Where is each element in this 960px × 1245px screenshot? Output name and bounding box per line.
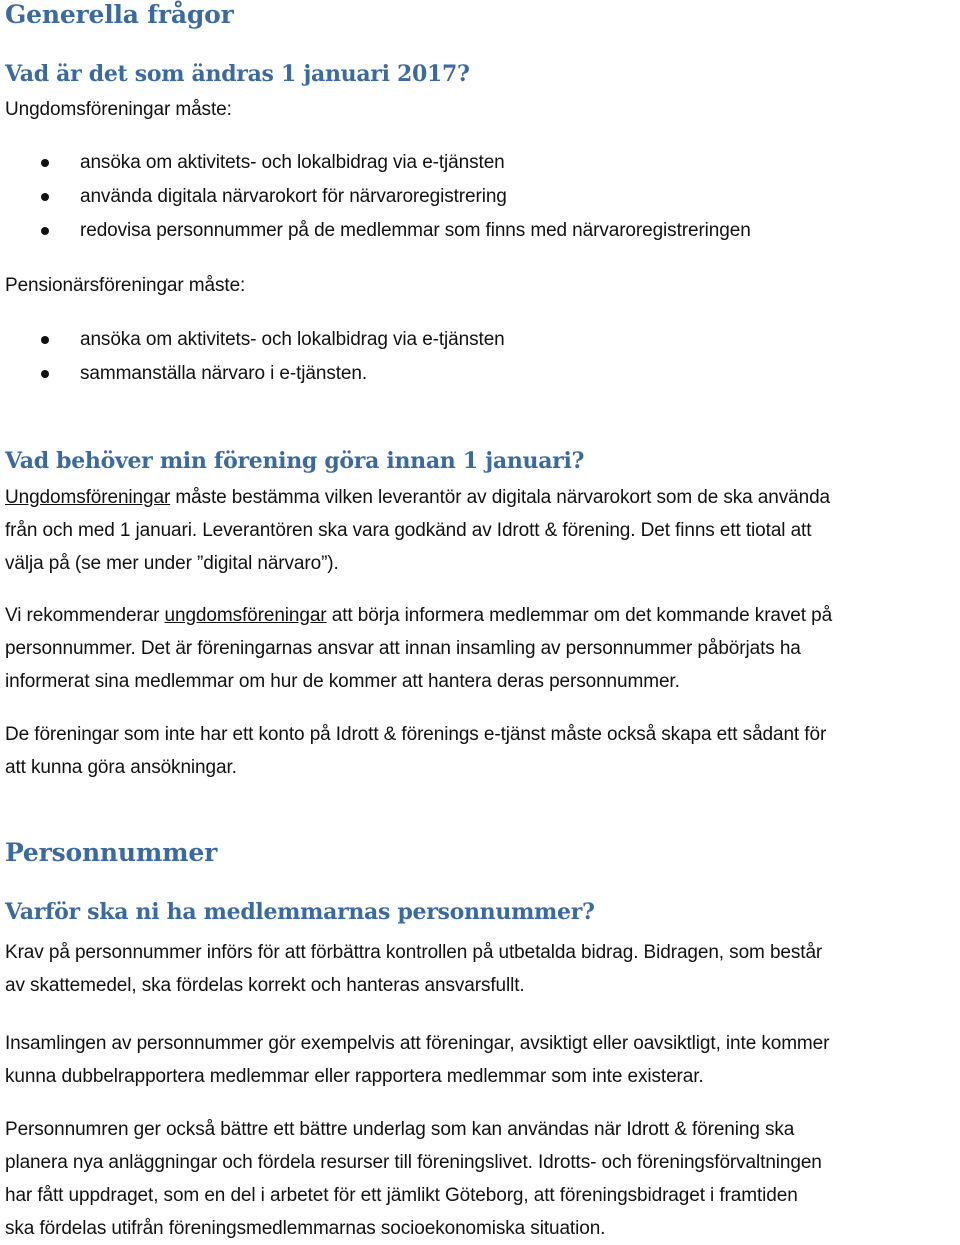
paragraph-text: Vi rekommenderar (5, 605, 165, 626)
paragraph-text: att kunna göra ansökningar. (5, 757, 237, 778)
paragraph-text: har fått uppdraget, som en del i arbetet för ett jämlikt Göteborg, att föreningsbidraget i framtiden (5, 1185, 798, 1206)
list-item (0, 146, 751, 180)
paragraph-text: Personnumren ger också bättre ett bättre underlag som kan användas när Idrott & förening ska (5, 1119, 795, 1140)
list-item-text: ansöka om aktivitets- och lokalbidrag via e-tjänsten (80, 152, 505, 173)
paragraph-text: informerat sina medlemmar om hur de kommer att hantera deras personnummer. (5, 671, 680, 692)
paragraph-text: från och med 1 januari. Leverantören ska vara godkänd av Idrott & förening. Det finns ett tiotal att (5, 520, 812, 541)
paragraph-collection (5, 1027, 829, 1093)
paragraph-text: kunna dubbelrapportera medlemmar eller rapportera medlemmar som inte existerar. (5, 1066, 704, 1087)
section-title-personnummer: Personnummer (5, 838, 218, 867)
bullet-icon (41, 336, 49, 344)
paragraph-recommendation (5, 599, 832, 698)
section-heading-why: Varför ska ni ha medlemmarnas personnummer? (5, 899, 595, 925)
page-title: Generella frågor (5, 0, 234, 29)
youth-requirements-list (0, 146, 751, 248)
list-item-text: ansöka om aktivitets- och lokalbidrag via e-tjänsten (80, 329, 505, 350)
list-item-text: använda digitala närvarokort för närvaroregistrering (80, 186, 507, 207)
youth-intro: Ungdomsföreningar måste: (5, 99, 232, 120)
paragraph-text: av skattemedel, ska fördelas korrekt och hanteras ansvarsfullt. (5, 975, 525, 996)
paragraph-text: De föreningar som inte har ett konto på Idrott & förenings e-tjänst måste också skapa ett sådant för (5, 724, 827, 745)
bullet-icon (41, 370, 49, 378)
bullet-icon (41, 227, 49, 235)
paragraph-text: Krav på personnummer införs för att förbättra kontrollen på utbetalda bidrag. Bidragen, som består (5, 942, 823, 963)
paragraph-text: planera nya anläggningar och fördela resurser till föreningslivet. Idrotts- och föreningsförvaltningen (5, 1152, 822, 1173)
list-item (0, 323, 505, 357)
pension-intro: Pensionärsföreningar måste: (5, 275, 246, 296)
paragraph-text: personnummer. Det är föreningarnas ansvar att innan insamling av personnummer påbörjats ha (5, 638, 801, 659)
paragraph-text: ska fördelas utifrån föreningsmedlemmarnas socioekonomiska situation. (5, 1218, 606, 1239)
paragraph-supplier (5, 481, 830, 580)
section-heading-changes: Vad är det som ändras 1 januari 2017? (5, 61, 470, 87)
paragraph-requirement (5, 936, 822, 1002)
youth-associations-link: Ungdomsföreningar (5, 487, 171, 508)
list-item (0, 214, 751, 248)
bullet-icon (41, 159, 49, 167)
paragraph-text: välja på (se mer under ”digital närvaro”). (5, 553, 339, 574)
paragraph-text: Insamlingen av personnummer gör exempelvis att föreningar, avsiktigt eller oavsiktligt, inte kommer (5, 1033, 830, 1054)
youth-associations-link: ungdomsföreningar (164, 605, 327, 626)
list-item-text: sammanställa närvaro i e-tjänsten. (80, 363, 368, 384)
paragraph-text: att börja informera medlemmar om det kommande kravet på (326, 605, 833, 626)
list-item (0, 357, 505, 391)
list-item (0, 180, 751, 214)
paragraph-account (5, 718, 826, 784)
section-heading-preparations: Vad behöver min förening göra innan 1 januari? (5, 448, 585, 474)
paragraph-planning (5, 1113, 822, 1245)
bullet-icon (41, 193, 49, 201)
paragraph-text: måste bestämma vilken leverantör av digitala närvarokort som de ska använda (170, 487, 831, 508)
list-item-text: redovisa personnummer på de medlemmar som finns med närvaroregistreringen (80, 220, 751, 241)
pension-requirements-list (0, 323, 505, 391)
